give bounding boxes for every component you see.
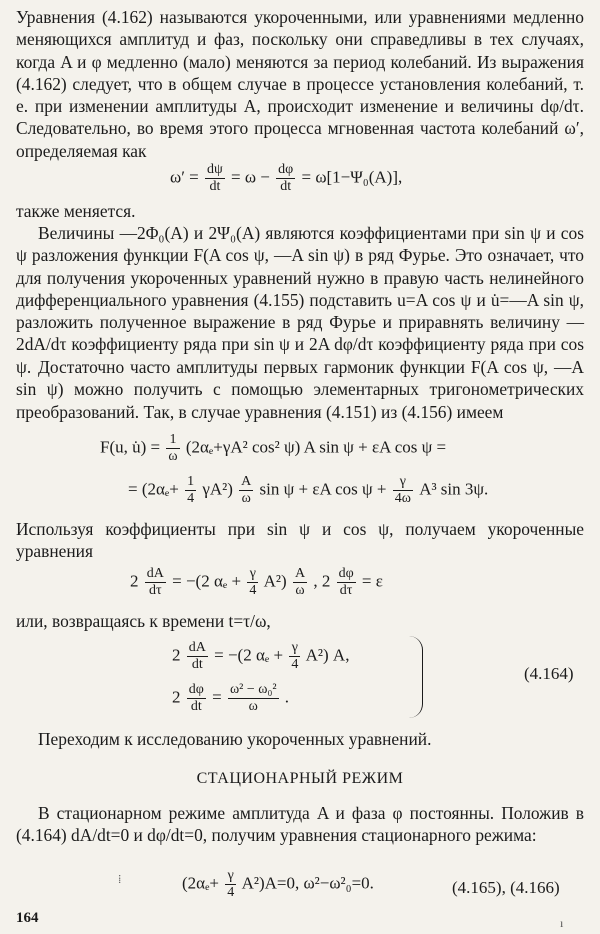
eq3-rhs: = ε bbox=[361, 571, 383, 591]
eq3-frac1 bbox=[145, 566, 166, 599]
eq2b-tail: A³ sin 3ψ. bbox=[419, 479, 489, 499]
paragraph-4: Достаточно часто амплитуды первых гармоник функции F(A cos ψ, —A sin ψ) можно получить с помощью элементарных тригонометрических преобразований. Так, в случае уравнения (4.151) из (4.156) имеем bbox=[16, 357, 584, 422]
eq2b-mid: γA²) bbox=[202, 479, 233, 499]
eq1-den1: dt bbox=[209, 179, 221, 194]
eq1-mid: = ω − bbox=[231, 167, 275, 187]
eq3-mid2: A²) bbox=[263, 571, 287, 591]
eq4a-den2: 4 bbox=[291, 657, 299, 672]
eq4b-equals: = bbox=[212, 687, 222, 707]
eq3-den3: ω bbox=[295, 583, 305, 598]
eq4a-coef: 2 bbox=[172, 645, 181, 665]
eq4b-den1: dt bbox=[190, 699, 202, 714]
eq4a-frac2 bbox=[289, 640, 300, 673]
eq4a-num1: dA bbox=[188, 640, 206, 655]
eq4b-frac1 bbox=[187, 682, 206, 715]
paragraph-3: Величины —2Φ₀(A) и 2Ψ₀(A) являются коэффициентами при sin ψ и cos ψ разложения функции F(A cos ψ, —A sin ψ) в ряд Фурье. Это означает, что для получения укороченных уравнений нужно в правую часть нелинейного дифференциального уравнения (4.155) подставить u=A cos ψ и u̇=—A sin ψ, разложить полученное выражение в ряд Фурье и приравнять величину —2dA/dτ коэффициенту ряда при sin ψ и 2A dφ/dτ коэффициенту ряда при cos ψ. bbox=[16, 223, 584, 377]
system-brace bbox=[408, 636, 423, 718]
eq4a-num2: γ bbox=[289, 640, 300, 657]
eq3-frac4 bbox=[337, 566, 356, 599]
eq3-frac2 bbox=[247, 566, 258, 599]
eq5-mid: A²)A=0, ω²−ω²₀=0. bbox=[241, 873, 374, 893]
paragraph-7: Переходим к исследованию укороченных уравнений. bbox=[38, 729, 432, 749]
eq2b-lhs: = (2αₑ+ bbox=[128, 479, 179, 499]
eq4a-den1: dt bbox=[191, 657, 203, 672]
eq5-frac bbox=[225, 868, 236, 901]
scan-mark-left: ⁞ bbox=[118, 872, 122, 886]
eq2b-num2: A bbox=[241, 474, 252, 489]
eq2a-den: ω bbox=[168, 449, 178, 464]
eq1-frac2 bbox=[276, 162, 295, 195]
equation-F-line1 bbox=[100, 432, 446, 465]
eq1-den2: dt bbox=[280, 179, 292, 194]
eq4b-tail: . bbox=[284, 687, 290, 707]
eq2b-frac1 bbox=[185, 474, 196, 507]
eq3-sep: , 2 bbox=[313, 571, 331, 591]
eq2b-frac3 bbox=[393, 474, 413, 507]
eq4b-frac2 bbox=[228, 682, 279, 715]
equation-stationary bbox=[182, 868, 374, 901]
eq4a-frac1 bbox=[187, 640, 208, 673]
eq2b-den2: ω bbox=[241, 491, 251, 506]
eq4b-num1: dφ bbox=[188, 682, 204, 697]
eq2a-num: 1 bbox=[166, 432, 179, 449]
eq3-num2: γ bbox=[247, 566, 258, 583]
eq4b-num2: ω² − ω₀² bbox=[229, 682, 277, 697]
page-number: 164 bbox=[16, 910, 39, 926]
section-heading: СТАЦИОНАРНЫЙ РЕЖИМ bbox=[196, 770, 404, 787]
eq3-coef: 2 bbox=[130, 571, 139, 591]
eq3-num4: dφ bbox=[338, 566, 354, 581]
eq5-lhs: (2αₑ+ bbox=[182, 873, 220, 893]
eq1-num2: dφ bbox=[278, 162, 294, 177]
eq2a-rest: (2αₑ+γA² cos² ψ) A sin ψ + εA cos ψ = bbox=[185, 437, 447, 457]
eq1-frac1 bbox=[205, 162, 225, 195]
eq2b-frac2 bbox=[239, 474, 253, 507]
eq4a-mid: = −(2 αₑ + bbox=[214, 645, 288, 665]
eq2b-rest: sin ψ + εA cos ψ + bbox=[259, 479, 391, 499]
paragraph-8: В стационарном режиме амплитуда A и фаза φ постоянны. Положив в (4.164) dA/dt=0 и dφ/dt=0, получим уравнения стационарного режима: bbox=[16, 803, 584, 846]
eq3-den1: dτ bbox=[148, 583, 162, 598]
eq3-den2: 4 bbox=[249, 583, 257, 598]
equation-number-4-165-166: (4.165), (4.166) bbox=[452, 878, 560, 897]
eq4b-den2: ω bbox=[248, 699, 258, 714]
eq4a-tail: A²) A, bbox=[305, 645, 350, 665]
eq3-mid: = −(2 αₑ + bbox=[172, 571, 246, 591]
equation-omega-prime bbox=[170, 162, 402, 195]
equation-4-164-line1 bbox=[172, 640, 349, 673]
eq3-frac3 bbox=[293, 566, 307, 599]
eq5-den: 4 bbox=[227, 885, 235, 900]
paragraph-2: также меняется. bbox=[16, 201, 136, 221]
scan-mark-right: ı bbox=[560, 916, 564, 930]
equation-4-164-line2 bbox=[172, 682, 289, 715]
eq2b-num1: 1 bbox=[187, 474, 195, 489]
eq2b-den1: 4 bbox=[187, 491, 195, 506]
eq1-lhs: ω′ = bbox=[170, 167, 203, 187]
eq2b-num3: γ bbox=[393, 474, 413, 491]
equation-number-4-164: (4.164) bbox=[524, 664, 574, 683]
eq3-num3: A bbox=[294, 566, 306, 581]
eq1-num1: dψ bbox=[207, 162, 223, 177]
eq1-rhs: = ω[1−Ψ₀(A)], bbox=[301, 167, 403, 187]
eq2a-lhs: F(u, u̇) = bbox=[100, 437, 165, 457]
paragraph-5: Используя коэффициенты при sin ψ и cos ψ, получаем укороченные уравнения bbox=[16, 519, 584, 562]
eq2a-frac bbox=[166, 432, 179, 465]
eq4b-coef: 2 bbox=[172, 687, 181, 707]
equation-F-line2 bbox=[128, 474, 488, 507]
paragraph-6: или, возвращаясь к времени t=τ/ω, bbox=[16, 611, 271, 631]
eq3-den4: dτ bbox=[339, 583, 353, 598]
equation-shortened-tau bbox=[130, 566, 383, 599]
eq5-num: γ bbox=[225, 868, 236, 885]
eq2b-den3: 4ω bbox=[394, 491, 411, 506]
paragraph-1: Уравнения (4.162) называются укороченными, или уравнениями медленно меняющихся амплитуд и фаз, поскольку они справедливы в тех случаях, когда A и φ медленно (мало) меняются за период колебаний. Из выражения (4.162) следует, что в общем случае в процессе установления колебаний, т. е. при изменении амплитуды A, происходит изменение и величины dφ/dτ. Следовательно, во время этого процесса мгновенная частота колебаний ω′, определяемая как bbox=[16, 7, 584, 161]
eq3-num1: dA bbox=[146, 566, 164, 581]
